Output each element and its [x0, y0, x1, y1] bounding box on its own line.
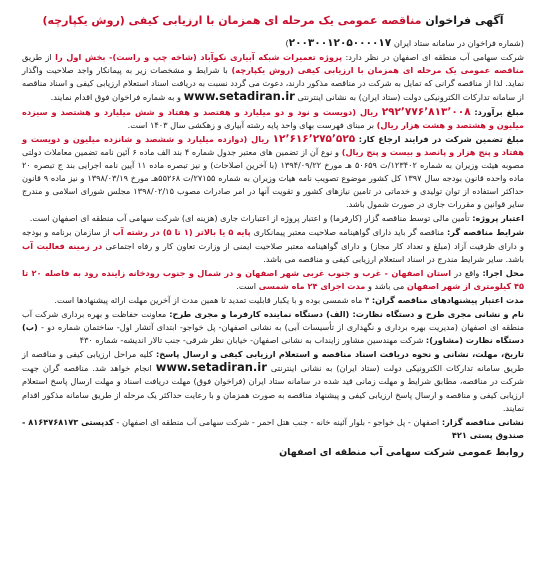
tender-id: ۲۰۰۳۰۰۱۲۰۵۰۰۰۰۱۷	[288, 37, 392, 50]
deadline-text: کلیه مراحل ارزیابی کیفی و مناقصه از طریق سامانه تدارکات الکترونیکی دولت (ستاد ایران) به نشانی اینترنتی	[22, 349, 524, 374]
website-link[interactable]: www.setadiran.ir	[183, 89, 295, 104]
credit-text: تأمین مالی توسط مناقصه گزار (کارفرما) و اعتبار پروژه از اعتبارات جاری (هزینه ای) شرکت سهامی آب منطقه ای اصفهان است.	[29, 213, 470, 224]
validity-paragraph	[22, 294, 524, 307]
address-text: اصفهان - پل خواجو - بلوار آئینه خانه - جنب هتل احمر - شرکت سهامی آب منطقه ای اصفهان -	[116, 416, 440, 427]
notice-title	[22, 14, 524, 27]
intro-1: شرکت سهامی آب منطقه ای اصفهان در نظر دارد:	[345, 52, 524, 63]
intro-2: از طریق	[22, 52, 52, 63]
guarantee-paragraph	[22, 133, 524, 212]
project-name: پروژه تعمیرات شبکه آبیاری نکوآباد (شاخه چپ و راست)- بخش اول را	[55, 52, 343, 63]
location-label: محل اجرا:	[482, 267, 525, 278]
location-paragraph	[22, 267, 524, 293]
supervisor-b: (ب) دستگاه نظارت (مشاور):	[22, 322, 524, 346]
guarantee-detail: و نوع آن از تضمین های معتبر جدول شماره ۴ بند الف ماده ۶ آئین نامه تضمین معاملات دولتی مصوبه هیئت وزیران به شماره ۱۲۳۴۰۲/ت ۵۰۶۵۹ هـ مورخ ۱۳۹۴/۰۹/۲۲ (با آخرین اصلاحات) و نیز تبصره ماده ۱۱ آیین نامه اجرایی بند ج تبصره ۲۰ ماده واحده قانون بودجه سال ۱۳۹۷ کل کشور موضوع تصویب نامه هیات وزیران به شماره ۲۷۱۵۵/ت ۵۵۲۶۸هـ مورخ ۱۳۹۸/۰۳/۱۹ و نیز ماده ۹ قانون حداکثر استفاده از توان تولیدی و خدماتی در تامین نیازهای کشور و تقویت آنها در امر صادرات مصوب ۱۳۹۸/۰۲/۱۵ مجلس شورای اسلامی و مندرج سایر قوانین و مقررات جاری در صورت شمول باشد.	[22, 146, 525, 210]
intro-4: و به شماره فراخوان فوق اقدام نمایند.	[50, 92, 182, 103]
location-text: استان اصفهان - غرب و جنوب غربی شهر اصفهان و در شمال و جنوب رودخانه زاینده رود به فاصله ۲۰ تا ۴۵ کیلومتری از شهر اصفهان	[22, 267, 524, 291]
conditions-label: شرایط مناقصه گر:	[447, 227, 524, 238]
website-link-2[interactable]: www.setadiran.ir	[155, 360, 267, 375]
title-prefix: آگهی فراخوان	[425, 14, 504, 27]
guarantee-label: مبلغ تضمین شرکت در فرایند ارجاع کار:	[358, 133, 524, 144]
budget-number: ۲۹۲٬۷۷۶٬۸۱۳٬۰۰۸	[381, 105, 471, 118]
budget-note: بر مبنای فهرست بهای واحد پایه رشته آبیاری و زهکشی سال ۱۴۰۳ است.	[127, 119, 375, 130]
deadline-paragraph	[22, 348, 524, 414]
supervisor-paragraph	[22, 308, 524, 347]
location-3: است.	[236, 280, 257, 291]
conditions-grade: پایه ۵ یا بالاتر (۱ تا ۵) در رشته آب	[112, 227, 251, 238]
postal-info: کدپستی ۸۱۶۴۷۶۸۱۷۳ - صندوق پستی ۴۲۱	[22, 416, 524, 440]
tender-id-line	[22, 37, 524, 50]
conditions-3: باشد. سایر شرایط مندرج در اسناد استعلام ارزیابی کیفی و مناقصه می باشد.	[263, 253, 524, 264]
deadline-text-2: انجام خواهد شد. مناقصه گران جهت شرکت در مناقصه، مطابق شرایط و مهلت زمانی قید شده در سامانه ستاد ایران (فراخوان فوق) مهلت دریافت اسناد و مهلت ارسال پاسخ استعلام ارزیابی کیفی و مناقصه و ارسال پاسخ ارزیابی کیفی و پیشنهاد مناقصه به صورت همزمان و با رعایت حداکثر یک مرحله از طریق سامانه مذکور اقدام نمایند.	[22, 363, 524, 413]
tender-id-label: (شماره فراخوان در سامانه ستاد ایران	[393, 38, 524, 49]
conditions-paragraph	[22, 226, 524, 265]
credit-label: اعتبار پروژه:	[472, 213, 524, 224]
supervisor-text-1: معاونت حفاظت و بهره برداری شرکت آب منطقه ای اصفهان (مدیریت بهره برداری و نگهداری از تأسیسات آبی) به نشانی اصفهان- پل خواجو- ابتدای آتشار اول- ساختمان شماره دو -	[22, 308, 524, 333]
signature: روابط عمومی شرکت سهامی آب منطقه ای اصفهان	[279, 446, 524, 458]
intro-3: با شرایط و مشخصات زیر به پیمانکار واجد صلاحیت واگذار نماید. لذا از مناقصه گرانی که تمایل به شرکت در مناقصه مذکور دارند، دعوت می گردد نسبت به دریافت اسناد استعلام ارزیابی کیفی و اسناد مناقصه از سامانه تدارکات الکترونیکی دولت (ستاد ایران) به نشانی اینترنتی	[22, 65, 524, 103]
address-paragraph	[22, 416, 524, 442]
address-label: نشانی مناقصه گزار:	[441, 416, 524, 427]
guarantee-number: ۱۲٬۶۱۶٬۲۷۵٬۵۲۵	[272, 132, 356, 145]
intro-paragraph	[22, 51, 524, 104]
location-1: واقع در	[454, 267, 480, 278]
validity-label: مدت اعتبار پیشنهادهای مناقصه گران:	[371, 294, 524, 305]
budget-text: ریال (دویست و نود و دو میلیارد و هفتصد و هفتاد و شش میلیارد و هشتصد و سیزده میلیون و هشتصد و هشت هزار ریال)	[22, 106, 524, 130]
tender-id-suffix: )	[285, 38, 289, 49]
guarantee-text: ریال (دوازده میلیارد و ششصد و شانزده میلیون و دویست و هفتاد و پنج هزار و پانصد و بیست و پنج ریال)	[22, 133, 524, 157]
supervisor-label: نام و نشانی مجری طرح و دستگاه نظارت: (الف) دستگاه نماینده کارفرما و مجری طرح:	[169, 308, 524, 319]
conditions-activity: در زمینه فعالیت آب	[22, 240, 103, 251]
location-2: می باشد و	[367, 280, 405, 291]
duration: مدت اجرای ۲۴ ماه شمسی	[258, 280, 366, 291]
budget-label: مبلغ برآورد:	[474, 106, 524, 117]
conditions-2: از سازمان برنامه و بودجه و دارای ظرفیت آزاد (مبلغ و تعداد کار مجاز) و دارای گواهینامه معتبر صلاحیت ایمنی از وزارت تعاون کار و رفاه اجتماعی	[22, 227, 524, 251]
supervisor-text-2: شرکت مهندسین مشاور زاینداب به نشانی اصفهان- خیابان نظر شرقی- جنب تالار اندیشه- شماره ۴۳۰	[79, 335, 424, 346]
title-highlight: مناقصه عمومی یک مرحله ای همزمان با ارزیابی کیفی (روش یکپارچه)	[42, 14, 422, 27]
validity-text: ۳ ماه شمسی بوده و با یکبار قابلیت تمدید تا همین مدت از آخرین مهلت ارائه پیشنهادها است.	[54, 294, 370, 305]
credit-paragraph	[22, 212, 524, 225]
tender-method: مناقصه عمومی یک مرحله ای همزمان با ارزیابی کیفی (روش یکپارچه)	[231, 65, 524, 76]
conditions-1: مناقصه گر باید دارای گواهینامه صلاحیت معتبر پیمانکاری	[253, 227, 445, 238]
deadline-label: تاریخ، مهلت، نشانی و نحوه دریافت اسناد مناقصه و استعلام ارزیابی کیفی و ارسال پاسخ:	[155, 349, 524, 360]
budget-paragraph	[22, 106, 524, 132]
